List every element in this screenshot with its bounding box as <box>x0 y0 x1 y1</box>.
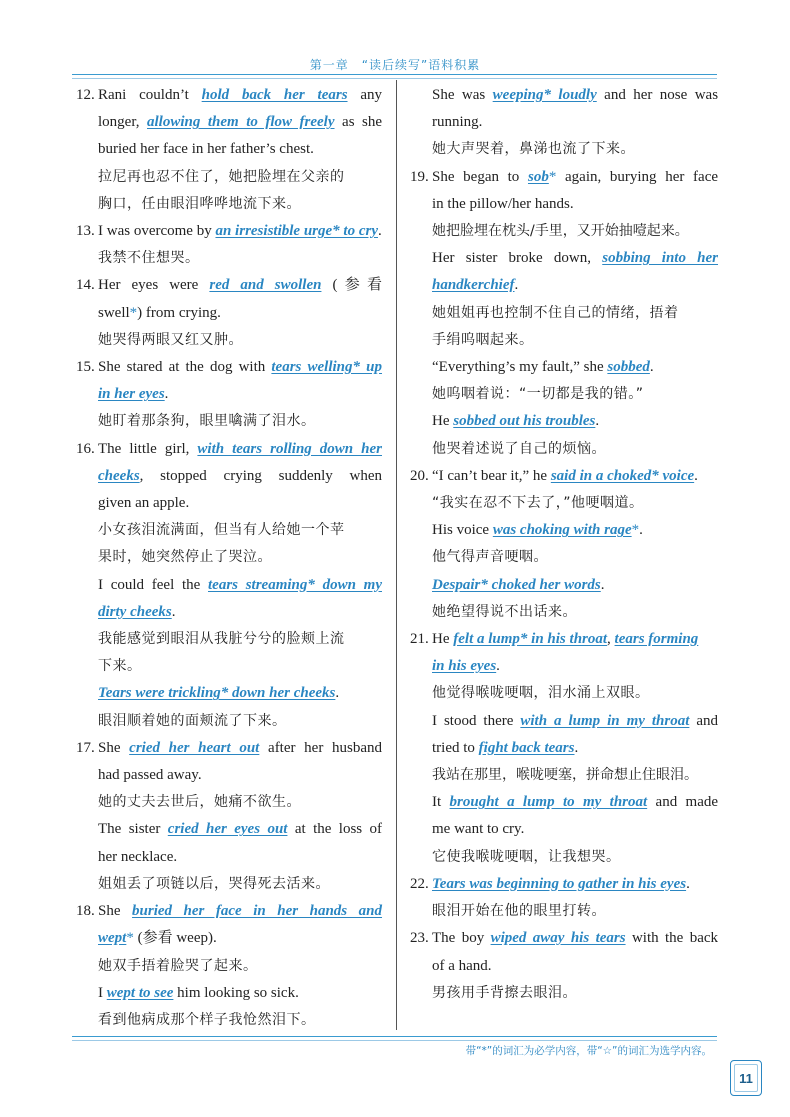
chinese-translation: 看到他病成那个样子我怆然泪下。 <box>98 1011 316 1028</box>
phrase-highlight: wiped away his tears <box>490 930 626 947</box>
header-rule <box>72 74 717 75</box>
phrase-highlight: was choking with rage <box>492 522 632 539</box>
sentence-line: in his eyes. <box>432 658 500 675</box>
phrase-highlight: cheeks <box>98 467 140 484</box>
sentence-line: She buried her face in her hands and <box>98 903 383 920</box>
chinese-translation: 她盯着那条狗，眼里噙满了泪水。 <box>98 413 316 430</box>
phrase-highlight: wept <box>98 930 127 947</box>
phrase-highlight: Tears were trickling* down her cheeks <box>98 685 336 702</box>
phrase-highlight: with tears rolling down her <box>197 440 382 457</box>
left-column <box>76 82 382 1034</box>
required-marker: * <box>548 168 557 185</box>
phrase-highlight: in her eyes <box>98 386 165 403</box>
phrase-highlight: allowing them to flow freely <box>147 114 335 131</box>
phrase-highlight: with a lump in my throat <box>520 712 690 729</box>
sentence-line: Rani couldn’t hold back her tears any <box>98 87 382 103</box>
sentence-line: I wept to see him looking so sick. <box>98 984 299 1001</box>
required-marker: * <box>126 930 134 947</box>
phrase-highlight: fight back tears <box>478 739 575 756</box>
phrase-highlight: Despair* choked her words <box>432 576 601 593</box>
chinese-translation: 我能感觉到眼泪从我脏兮兮的脸颊上流 <box>98 631 345 648</box>
footnote: 带“*”的词汇为必学内容，带“☆”的词汇为选学内容。 <box>465 1045 712 1057</box>
phrase-highlight: sob <box>527 168 549 185</box>
phrase-highlight: brought a lump to my throat <box>449 794 648 811</box>
entry-number: 18. <box>76 903 95 920</box>
sentence-line: longer, allowing them to flow freely as she <box>98 114 383 131</box>
chinese-translation: 她哭得两眼又红又肿。 <box>98 331 243 348</box>
entry-16 <box>76 436 382 735</box>
entry-18 <box>76 898 382 1034</box>
phrase-highlight: tears forming <box>614 631 699 648</box>
sentence-line: of a hand. <box>432 957 492 974</box>
phrase-highlight: sobbing into her <box>602 250 719 267</box>
phrase-highlight: red and swollen <box>209 277 322 294</box>
sentence-line: tried to fight back tears. <box>432 739 579 756</box>
chinese-translation: 手绢呜咽起来。 <box>432 331 534 348</box>
chinese-translation: 她姐姐再也控制不住自己的情绪，捂着 <box>432 304 679 321</box>
entry-number: 21. <box>410 631 429 648</box>
sentence-line: I stood there with a lump in my throat and <box>432 712 719 729</box>
chinese-translation: 眼泪开始在他的眼里打转。 <box>432 903 606 920</box>
phrase-highlight: sobbed <box>607 359 650 376</box>
chinese-translation: 下来。 <box>98 658 142 675</box>
phrase-highlight: tears welling* up <box>271 359 382 376</box>
phrase-highlight: an irresistible urge* to cry <box>215 223 378 240</box>
sentence-line: in the pillow/her hands. <box>432 195 574 212</box>
sentence-line: She cried her heart out after her husband <box>98 739 382 756</box>
sentence-line: had passed away. <box>98 767 202 784</box>
entry-12 <box>76 82 382 218</box>
entry-15 <box>76 354 382 436</box>
header-rule-thin <box>72 78 717 79</box>
phrase-highlight: weeping* loudly <box>492 87 597 103</box>
sentence-line: given an apple. <box>98 495 190 512</box>
sentence-line: wept* (参看 weep). <box>98 930 217 947</box>
phrase-highlight: sobbed out his troubles <box>453 413 596 430</box>
chapter-header: 第一章 “读后续写”语料积累 <box>309 58 481 72</box>
sentence-line: I could feel the tears streaming* down my <box>98 576 382 593</box>
chinese-translation: 小女孩泪流满面，但当有人给她一个苹 <box>98 522 345 539</box>
entry-18-continued <box>410 82 718 164</box>
entry-number: 17. <box>76 739 95 756</box>
chinese-translation: 拉尼再也忍不住了，她把脸埋在父亲的 <box>98 168 345 185</box>
sentence-line: me want to cry. <box>432 821 525 838</box>
entry-number: 16. <box>76 440 95 457</box>
footer-rule <box>72 1036 717 1037</box>
sentence-line: handkerchief. <box>432 277 519 294</box>
sentence-line: swell*) from crying. <box>98 304 221 321</box>
sentence-line: His voice was choking with rage*. <box>432 522 643 539</box>
chinese-translation: 眼泪顺着她的面颊流了下来。 <box>98 712 287 729</box>
chinese-translation: 她绝望得说不出话来。 <box>432 603 577 620</box>
entry-number: 12. <box>76 87 95 103</box>
right-column <box>410 82 718 1007</box>
sentence-line: “Everything’s my fault,” she sobbed. <box>432 359 654 376</box>
phrase-highlight: in his eyes <box>432 658 497 675</box>
chinese-translation: 姐姐丢了项链以后，哭得死去活来。 <box>98 875 330 892</box>
sentence-line: She was weeping* loudly and her nose was <box>432 87 719 103</box>
sentence-line: He felt a lump* in his throat, tears forming <box>432 631 699 648</box>
chinese-translation: 她大声哭着，鼻涕也流了下来。 <box>432 141 635 158</box>
sentence-line: I was overcome by an irresistible urge* to cry. <box>98 223 382 240</box>
phrase-highlight: dirty cheeks <box>98 603 172 620</box>
phrase-highlight: wept to see <box>106 984 174 1001</box>
chinese-translation: 我站在那里，喉咙哽塞，拼命想止住眼泪。 <box>432 767 698 784</box>
sentence-line: running. <box>432 114 483 131</box>
sentence-line: The boy wiped away his tears with the back <box>432 930 719 947</box>
entry-number: 23. <box>410 930 429 947</box>
entry-number: 22. <box>410 875 429 892</box>
entry-number: 13. <box>76 223 95 240</box>
phrase-highlight: said in a choked* voice <box>550 467 695 484</box>
sentence-line: He sobbed out his troubles. <box>432 413 600 430</box>
sentence-line: The little girl, with tears rolling down her <box>98 440 382 457</box>
chinese-translation: 男孩用手背擦去眼泪。 <box>432 984 577 1001</box>
sentence-line: cheeks, stopped crying suddenly when <box>98 467 382 484</box>
entry-13 <box>76 218 382 272</box>
chinese-translation: 她的丈夫去世后，她痛不欲生。 <box>98 794 301 811</box>
phrase-highlight: Tears was beginning to gather in his eyes <box>432 875 687 892</box>
phrase-highlight: tears streaming* down my <box>208 576 382 593</box>
phrase-highlight: buried her face in her hands and <box>132 903 383 920</box>
sentence-line: Tears was beginning to gather in his eyes. <box>432 875 690 892</box>
sentence-line: Her sister broke down, sobbing into her <box>432 250 719 267</box>
entry-19 <box>410 164 718 463</box>
entry-14 <box>76 272 382 354</box>
column-divider <box>396 80 397 1030</box>
sentence-line: Her eyes were red and swollen (参看 <box>98 277 383 294</box>
phrase-highlight: hold back her tears <box>201 87 348 103</box>
sentence-line: She began to sob* again, burying her face <box>432 168 719 185</box>
entry-number: 19. <box>410 168 429 185</box>
chinese-translation: 他哭着述说了自己的烦恼。 <box>432 440 606 457</box>
chinese-translation: 她双手捂着脸哭了起来。 <box>98 957 258 974</box>
chinese-translation: 她把脸埋在枕头/手里，又开始抽噎起来。 <box>432 223 689 240</box>
sentence-line: dirty cheeks. <box>98 603 176 620</box>
entry-21 <box>410 626 718 871</box>
phrase-highlight: handkerchief <box>432 277 515 294</box>
page-number: 11 <box>730 1060 762 1096</box>
chinese-translation: “我实在忍不下去了，”他哽咽道。 <box>432 495 644 512</box>
sentence-line: It brought a lump to my throat and made <box>432 794 719 811</box>
sentence-line: Tears were trickling* down her cheeks. <box>98 685 340 702</box>
entry-17 <box>76 735 382 898</box>
chinese-translation: 他气得声音哽咽。 <box>432 549 548 566</box>
entry-20 <box>410 463 718 626</box>
chinese-translation: 胸口，任由眼泪哗哗地流下来。 <box>98 195 301 212</box>
chinese-translation: 他觉得喉咙哽咽，泪水涌上双眼。 <box>432 685 650 702</box>
entry-number: 15. <box>76 359 95 376</box>
phrase-highlight: felt a lump* in his throat <box>453 631 608 648</box>
sentence-line: her necklace. <box>98 848 178 865</box>
sentence-line: She stared at the dog with tears welling* up <box>98 359 382 376</box>
sentence-line: “I can’t bear it,” he said in a choked* voice. <box>432 467 698 484</box>
footer-rule-thin <box>72 1040 717 1041</box>
sentence-line: The sister cried her eyes out at the loss of <box>98 821 383 838</box>
chinese-translation: 它使我喉咙哽咽，让我想哭。 <box>432 848 621 865</box>
entry-number: 14. <box>76 277 95 294</box>
entry-number: 20. <box>410 467 429 484</box>
phrase-highlight: cried her eyes out <box>167 821 288 838</box>
entry-22 <box>410 871 718 925</box>
chinese-translation: 果时，她突然停止了哭泣。 <box>98 549 272 566</box>
phrase-highlight: cried her heart out <box>129 739 260 756</box>
required-marker: * <box>129 304 138 321</box>
sentence-line: Despair* choked her words. <box>432 576 605 593</box>
required-marker: * <box>631 522 640 539</box>
chinese-translation: 我禁不住想哭。 <box>98 250 200 267</box>
sentence-line: in her eyes. <box>98 386 169 403</box>
chinese-translation: 她呜咽着说：“一切都是我的错。” <box>432 386 644 403</box>
sentence-line: buried her face in her father’s chest. <box>98 141 314 158</box>
entry-23 <box>410 925 718 1007</box>
